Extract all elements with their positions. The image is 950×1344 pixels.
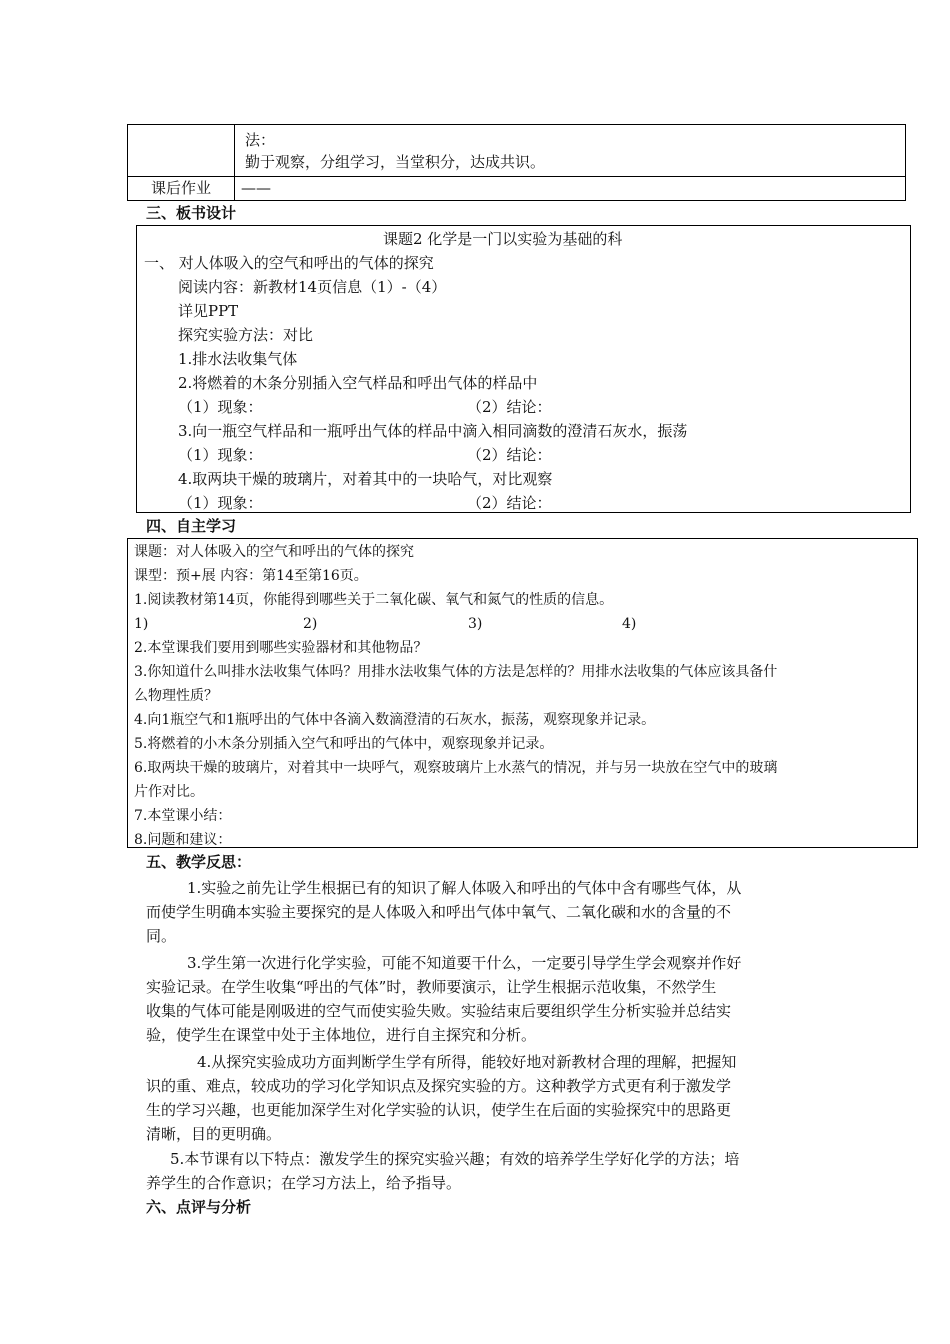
- reflection-p3-line2: 实验记录。在学生收集“呼出的气体”时，教师要演示，让学生根据示范收集，不然学生: [146, 978, 717, 996]
- board-method: 探究实验方法：对比: [178, 326, 314, 344]
- study-q4: 4.向1瓶空气和1瓶呼出的气体中各滴入数滴澄清的石灰水，振荡，观察现象并记录。: [134, 712, 656, 728]
- method-line-2: 勤于观察，分组学习，当堂积分，达成共识。: [245, 153, 546, 171]
- study-q3-line1: 3.你知道什么叫排水法收集气体吗？用排水法收集气体的方法是怎样的？用排水法收集的气体应该具备什: [134, 664, 778, 680]
- reflection-p4-line2: 识的重、难点，较成功的学习化学知识点及探究实验的方。这种教学方式更有利于激发学: [146, 1077, 732, 1095]
- study-type: 课型：预+展 内容：第14至第16页。: [134, 568, 368, 584]
- lesson-table: [127, 124, 906, 201]
- reflection-p1-line2: 而使学生明确本实验主要探究的是人体吸入和呼出气体中氧气、二氧化碳和水的含量的不: [146, 903, 732, 921]
- reflection-p4-line4: 清晰，目的更明确。: [146, 1125, 282, 1143]
- reflection-p3-line3: 收集的气体可能是刚吸进的空气而使实验失败。实验结束后要组织学生分析实验并总结实: [146, 1002, 732, 1020]
- study-q1-b: 2): [303, 616, 318, 632]
- board-step2-conclusion: （2）结论：: [467, 398, 552, 416]
- section3-heading: 三、板书设计: [146, 204, 237, 222]
- board-step3: 3.向一瓶空气样品和一瓶呼出气体的样品中滴入相同滴数的澄清石灰水，振荡: [178, 422, 688, 440]
- reflection-p4-line3: 生的学习兴趣，也更能加深学生对化学实验的认识，使学生在后面的实验探究中的思路更: [146, 1101, 732, 1119]
- board-title: 课题2 化学是一门以实验为基础的科: [383, 230, 623, 248]
- board-step3-observation: （1）现象：: [178, 446, 263, 464]
- homework-label: 课后作业: [128, 177, 235, 201]
- board-step4-observation: （1）现象：: [178, 494, 263, 512]
- study-q1-d: 4): [622, 616, 637, 632]
- board-step3-conclusion: （2）结论：: [467, 446, 552, 464]
- section4-heading: 四、自主学习: [146, 517, 237, 535]
- board-step4-conclusion: （2）结论：: [467, 494, 552, 512]
- method-cell: [235, 125, 906, 177]
- study-q1-a: 1): [134, 616, 149, 632]
- reflection-p5-line2: 养学生的合作意识；在学习方法上，给予指导。: [146, 1174, 462, 1192]
- section5-heading: 五、教学反思：: [146, 853, 252, 871]
- study-q1: 1.阅读教材第14页，你能得到哪些关于二氧化碳、氧气和氮气的性质的信息。: [134, 592, 614, 608]
- study-q6-line2: 片作对比。: [134, 784, 204, 800]
- reflection-p5-line1: 5.本节课有以下特点：激发学生的探究实验兴趣；有效的培养学生学好化学的方法；培: [170, 1150, 740, 1168]
- reflection-p1-line3: 同。: [146, 927, 177, 945]
- board-item1: 一、 对人体吸入的空气和呼出的气体的探究: [144, 254, 434, 272]
- study-q5: 5.将燃着的小木条分别插入空气和呼出的气体中，观察现象并记录。: [134, 736, 554, 752]
- study-q8: 8.问题和建议：: [134, 832, 232, 848]
- board-step2: 2.将燃着的木条分别插入空气样品和呼出气体的样品中: [178, 374, 538, 392]
- reflection-p3-line4: 验，使学生在课堂中处于主体地位，进行自主探究和分析。: [146, 1026, 537, 1044]
- board-step4: 4.取两块干燥的玻璃片，对着其中的一块哈气，对比观察: [178, 470, 553, 488]
- reflection-p4-line1: 4.从探究实验成功方面判断学生学有所得，能较好地对新教材合理的理解，把握知: [197, 1053, 737, 1071]
- study-q7: 7.本堂课小结：: [134, 808, 232, 824]
- section6-heading: 六、点评与分析: [146, 1198, 252, 1216]
- study-topic: 课题：对人体吸入的空气和呼出的气体的探究: [134, 544, 414, 560]
- board-step2-observation: （1）现象：: [178, 398, 263, 416]
- empty-cell: [128, 125, 235, 177]
- study-q2: 2.本堂课我们要用到哪些实验器材和其他物品？: [134, 640, 428, 656]
- method-line-1: 法：: [245, 131, 276, 149]
- study-q6-line1: 6.取两块干燥的玻璃片，对着其中一块呼气，观察玻璃片上水蒸气的情况，并与另一块放在空气中的玻璃: [134, 760, 778, 776]
- homework-value: ——: [235, 177, 906, 201]
- board-reading: 阅读内容：新教材14页信息（1）-（4）: [178, 278, 447, 296]
- board-ppt: 详见PPT: [178, 302, 239, 320]
- reflection-p1-line1: 1.实验之前先让学生根据已有的知识了解人体吸入和呼出的气体中含有哪些气体，从: [187, 879, 742, 897]
- study-q3-line2: 么物理性质？: [134, 688, 218, 704]
- board-step1: 1.排水法收集气体: [178, 350, 298, 368]
- reflection-p3-line1: 3.学生第一次进行化学实验，可能不知道要干什么，一定要引导学生学会观察并作好: [187, 954, 742, 972]
- study-q1-c: 3): [468, 616, 483, 632]
